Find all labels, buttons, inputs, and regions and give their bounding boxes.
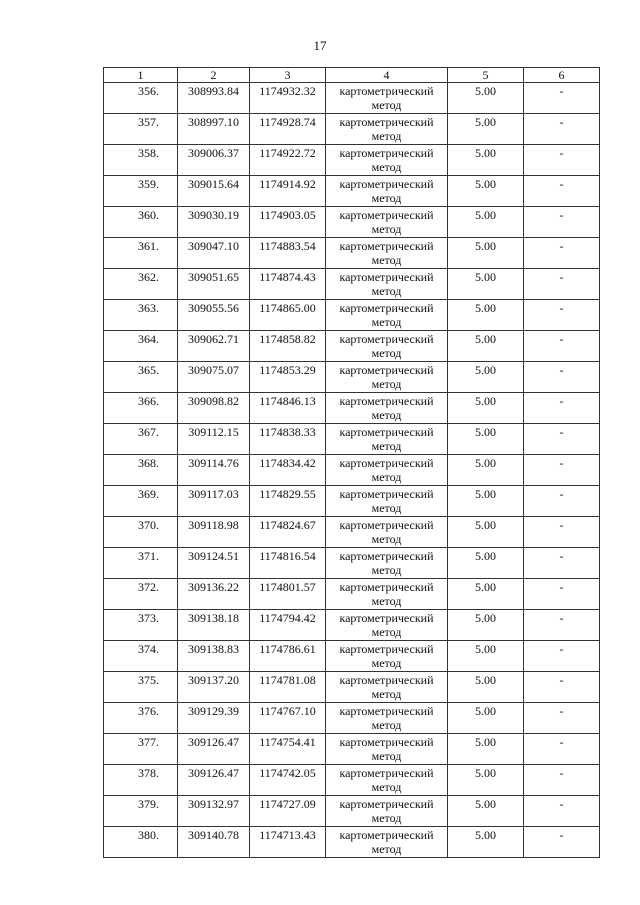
method-line-2: метод bbox=[371, 408, 402, 422]
y-coordinate-cell: 1174824.67 bbox=[250, 517, 326, 548]
method-cell bbox=[326, 176, 448, 207]
method-line-2: метод bbox=[371, 501, 402, 515]
accuracy-cell: 5.00 bbox=[448, 765, 524, 796]
column-header-1: 1 bbox=[104, 68, 178, 83]
accuracy-cell: 5.00 bbox=[448, 486, 524, 517]
table-row bbox=[104, 207, 600, 238]
method-cell bbox=[326, 827, 448, 858]
method-line-2: метод bbox=[371, 718, 402, 732]
x-coordinate-cell: 309030.19 bbox=[178, 207, 250, 238]
point-number-cell: 370. bbox=[104, 517, 178, 548]
table-body bbox=[104, 83, 600, 858]
accuracy-cell: 5.00 bbox=[448, 83, 524, 114]
x-coordinate-cell: 309137.20 bbox=[178, 672, 250, 703]
accuracy-cell: 5.00 bbox=[448, 796, 524, 827]
method-line-1: картометрический bbox=[339, 704, 434, 718]
method-cell bbox=[326, 83, 448, 114]
point-number-cell: 371. bbox=[104, 548, 178, 579]
note-cell: - bbox=[524, 114, 600, 145]
table-row bbox=[104, 734, 600, 765]
method-line-1: картометрический bbox=[339, 394, 434, 408]
method-line-2: метод bbox=[371, 160, 402, 174]
point-number-cell: 360. bbox=[104, 207, 178, 238]
point-number-cell: 376. bbox=[104, 703, 178, 734]
column-header-5: 5 bbox=[448, 68, 524, 83]
accuracy-cell: 5.00 bbox=[448, 269, 524, 300]
point-number-cell: 364. bbox=[104, 331, 178, 362]
note-cell: - bbox=[524, 641, 600, 672]
accuracy-cell: 5.00 bbox=[448, 114, 524, 145]
x-coordinate-cell: 309138.18 bbox=[178, 610, 250, 641]
method-line-2: метод bbox=[371, 284, 402, 298]
accuracy-cell: 5.00 bbox=[448, 145, 524, 176]
method-line-2: метод bbox=[371, 191, 402, 205]
method-cell bbox=[326, 610, 448, 641]
method-cell bbox=[326, 641, 448, 672]
accuracy-cell: 5.00 bbox=[448, 455, 524, 486]
x-coordinate-cell: 309126.47 bbox=[178, 765, 250, 796]
method-cell bbox=[326, 703, 448, 734]
method-cell bbox=[326, 331, 448, 362]
method-line-1: картометрический bbox=[339, 146, 434, 160]
x-coordinate-cell: 309015.64 bbox=[178, 176, 250, 207]
method-cell bbox=[326, 393, 448, 424]
note-cell: - bbox=[524, 672, 600, 703]
method-cell bbox=[326, 269, 448, 300]
note-cell: - bbox=[524, 734, 600, 765]
y-coordinate-cell: 1174928.74 bbox=[250, 114, 326, 145]
x-coordinate-cell: 309047.10 bbox=[178, 238, 250, 269]
method-cell bbox=[326, 486, 448, 517]
x-coordinate-cell: 309136.22 bbox=[178, 579, 250, 610]
note-cell: - bbox=[524, 393, 600, 424]
table-row bbox=[104, 517, 600, 548]
x-coordinate-cell: 309117.03 bbox=[178, 486, 250, 517]
table-row bbox=[104, 703, 600, 734]
y-coordinate-cell: 1174914.92 bbox=[250, 176, 326, 207]
method-cell bbox=[326, 362, 448, 393]
table-row bbox=[104, 827, 600, 858]
y-coordinate-cell: 1174794.42 bbox=[250, 610, 326, 641]
column-header-4: 4 bbox=[326, 68, 448, 83]
y-coordinate-cell: 1174838.33 bbox=[250, 424, 326, 455]
method-line-1: картометрический bbox=[339, 332, 434, 346]
table-row bbox=[104, 765, 600, 796]
method-line-2: метод bbox=[371, 811, 402, 825]
table-row bbox=[104, 114, 600, 145]
y-coordinate-cell: 1174883.54 bbox=[250, 238, 326, 269]
note-cell: - bbox=[524, 827, 600, 858]
table-row bbox=[104, 579, 600, 610]
method-line-2: метод bbox=[371, 470, 402, 484]
table-row bbox=[104, 455, 600, 486]
method-line-1: картометрический bbox=[339, 828, 434, 842]
table-row bbox=[104, 796, 600, 827]
method-line-1: картометрический bbox=[339, 580, 434, 594]
note-cell: - bbox=[524, 424, 600, 455]
point-number-cell: 357. bbox=[104, 114, 178, 145]
y-coordinate-cell: 1174858.82 bbox=[250, 331, 326, 362]
method-cell bbox=[326, 455, 448, 486]
method-cell bbox=[326, 517, 448, 548]
table-header bbox=[104, 68, 600, 83]
method-line-1: картометрический bbox=[339, 115, 434, 129]
method-line-1: картометрический bbox=[339, 239, 434, 253]
method-line-1: картометрический bbox=[339, 177, 434, 191]
accuracy-cell: 5.00 bbox=[448, 238, 524, 269]
y-coordinate-cell: 1174865.00 bbox=[250, 300, 326, 331]
y-coordinate-cell: 1174903.05 bbox=[250, 207, 326, 238]
method-cell bbox=[326, 300, 448, 331]
x-coordinate-cell: 309118.98 bbox=[178, 517, 250, 548]
y-coordinate-cell: 1174932.32 bbox=[250, 83, 326, 114]
point-number-cell: 359. bbox=[104, 176, 178, 207]
method-cell bbox=[326, 207, 448, 238]
method-line-2: метод bbox=[371, 439, 402, 453]
note-cell: - bbox=[524, 610, 600, 641]
note-cell: - bbox=[524, 269, 600, 300]
accuracy-cell: 5.00 bbox=[448, 331, 524, 362]
table-row bbox=[104, 424, 600, 455]
method-line-1: картометрический bbox=[339, 766, 434, 780]
y-coordinate-cell: 1174754.41 bbox=[250, 734, 326, 765]
accuracy-cell: 5.00 bbox=[448, 362, 524, 393]
x-coordinate-cell: 308993.84 bbox=[178, 83, 250, 114]
method-cell bbox=[326, 114, 448, 145]
method-cell bbox=[326, 238, 448, 269]
method-line-2: метод bbox=[371, 656, 402, 670]
x-coordinate-cell: 309098.82 bbox=[178, 393, 250, 424]
method-line-2: метод bbox=[371, 315, 402, 329]
note-cell: - bbox=[524, 83, 600, 114]
method-line-2: метод bbox=[371, 625, 402, 639]
note-cell: - bbox=[524, 548, 600, 579]
x-coordinate-cell: 309124.51 bbox=[178, 548, 250, 579]
method-line-1: картометрический bbox=[339, 611, 434, 625]
y-coordinate-cell: 1174727.09 bbox=[250, 796, 326, 827]
point-number-cell: 369. bbox=[104, 486, 178, 517]
table-row bbox=[104, 362, 600, 393]
method-cell bbox=[326, 796, 448, 827]
x-coordinate-cell: 309051.65 bbox=[178, 269, 250, 300]
point-number-cell: 365. bbox=[104, 362, 178, 393]
y-coordinate-cell: 1174846.13 bbox=[250, 393, 326, 424]
y-coordinate-cell: 1174742.05 bbox=[250, 765, 326, 796]
y-coordinate-cell: 1174829.55 bbox=[250, 486, 326, 517]
x-coordinate-cell: 309075.07 bbox=[178, 362, 250, 393]
method-line-1: картометрический bbox=[339, 518, 434, 532]
method-line-2: метод bbox=[371, 222, 402, 236]
method-line-1: картометрический bbox=[339, 301, 434, 315]
table-row bbox=[104, 393, 600, 424]
coordinates-table bbox=[103, 67, 600, 858]
method-line-2: метод bbox=[371, 842, 402, 856]
note-cell: - bbox=[524, 238, 600, 269]
note-cell: - bbox=[524, 579, 600, 610]
accuracy-cell: 5.00 bbox=[448, 610, 524, 641]
x-coordinate-cell: 309132.97 bbox=[178, 796, 250, 827]
method-line-2: метод bbox=[371, 563, 402, 577]
accuracy-cell: 5.00 bbox=[448, 176, 524, 207]
table-row bbox=[104, 269, 600, 300]
y-coordinate-cell: 1174834.42 bbox=[250, 455, 326, 486]
accuracy-cell: 5.00 bbox=[448, 672, 524, 703]
method-line-2: метод bbox=[371, 346, 402, 360]
x-coordinate-cell: 308997.10 bbox=[178, 114, 250, 145]
method-cell bbox=[326, 672, 448, 703]
table-row bbox=[104, 672, 600, 703]
point-number-cell: 373. bbox=[104, 610, 178, 641]
point-number-cell: 356. bbox=[104, 83, 178, 114]
point-number-cell: 367. bbox=[104, 424, 178, 455]
table-header-row bbox=[104, 68, 600, 83]
y-coordinate-cell: 1174922.72 bbox=[250, 145, 326, 176]
point-number-cell: 372. bbox=[104, 579, 178, 610]
method-line-2: метод bbox=[371, 780, 402, 794]
x-coordinate-cell: 309138.83 bbox=[178, 641, 250, 672]
table-row bbox=[104, 548, 600, 579]
x-coordinate-cell: 309114.76 bbox=[178, 455, 250, 486]
method-cell bbox=[326, 765, 448, 796]
accuracy-cell: 5.00 bbox=[448, 827, 524, 858]
method-line-2: метод bbox=[371, 687, 402, 701]
method-cell bbox=[326, 734, 448, 765]
y-coordinate-cell: 1174853.29 bbox=[250, 362, 326, 393]
x-coordinate-cell: 309062.71 bbox=[178, 331, 250, 362]
y-coordinate-cell: 1174874.43 bbox=[250, 269, 326, 300]
accuracy-cell: 5.00 bbox=[448, 424, 524, 455]
method-line-1: картометрический bbox=[339, 673, 434, 687]
note-cell: - bbox=[524, 362, 600, 393]
accuracy-cell: 5.00 bbox=[448, 517, 524, 548]
point-number-cell: 366. bbox=[104, 393, 178, 424]
column-header-6: 6 bbox=[524, 68, 600, 83]
point-number-cell: 378. bbox=[104, 765, 178, 796]
note-cell: - bbox=[524, 300, 600, 331]
method-cell bbox=[326, 579, 448, 610]
method-line-1: картометрический bbox=[339, 642, 434, 656]
x-coordinate-cell: 309112.15 bbox=[178, 424, 250, 455]
y-coordinate-cell: 1174801.57 bbox=[250, 579, 326, 610]
y-coordinate-cell: 1174781.08 bbox=[250, 672, 326, 703]
note-cell: - bbox=[524, 703, 600, 734]
method-line-1: картометрический bbox=[339, 735, 434, 749]
method-line-1: картометрический bbox=[339, 270, 434, 284]
method-line-2: метод bbox=[371, 594, 402, 608]
column-header-2: 2 bbox=[178, 68, 250, 83]
point-number-cell: 362. bbox=[104, 269, 178, 300]
y-coordinate-cell: 1174767.10 bbox=[250, 703, 326, 734]
note-cell: - bbox=[524, 176, 600, 207]
note-cell: - bbox=[524, 455, 600, 486]
table-row bbox=[104, 300, 600, 331]
method-line-1: картометрический bbox=[339, 84, 434, 98]
method-line-2: метод bbox=[371, 749, 402, 763]
x-coordinate-cell: 309126.47 bbox=[178, 734, 250, 765]
note-cell: - bbox=[524, 145, 600, 176]
note-cell: - bbox=[524, 517, 600, 548]
x-coordinate-cell: 309055.56 bbox=[178, 300, 250, 331]
method-line-2: метод bbox=[371, 377, 402, 391]
x-coordinate-cell: 309006.37 bbox=[178, 145, 250, 176]
point-number-cell: 375. bbox=[104, 672, 178, 703]
point-number-cell: 377. bbox=[104, 734, 178, 765]
accuracy-cell: 5.00 bbox=[448, 393, 524, 424]
note-cell: - bbox=[524, 331, 600, 362]
accuracy-cell: 5.00 bbox=[448, 207, 524, 238]
accuracy-cell: 5.00 bbox=[448, 734, 524, 765]
y-coordinate-cell: 1174786.61 bbox=[250, 641, 326, 672]
note-cell: - bbox=[524, 486, 600, 517]
note-cell: - bbox=[524, 796, 600, 827]
point-number-cell: 363. bbox=[104, 300, 178, 331]
note-cell: - bbox=[524, 765, 600, 796]
column-header-3: 3 bbox=[250, 68, 326, 83]
point-number-cell: 361. bbox=[104, 238, 178, 269]
method-line-1: картометрический bbox=[339, 797, 434, 811]
method-line-2: метод bbox=[371, 98, 402, 112]
table-row bbox=[104, 610, 600, 641]
method-cell bbox=[326, 424, 448, 455]
method-line-2: метод bbox=[371, 129, 402, 143]
method-cell bbox=[326, 145, 448, 176]
accuracy-cell: 5.00 bbox=[448, 548, 524, 579]
method-line-1: картометрический bbox=[339, 363, 434, 377]
point-number-cell: 379. bbox=[104, 796, 178, 827]
x-coordinate-cell: 309140.78 bbox=[178, 827, 250, 858]
point-number-cell: 368. bbox=[104, 455, 178, 486]
y-coordinate-cell: 1174816.54 bbox=[250, 548, 326, 579]
table-row bbox=[104, 641, 600, 672]
table-row bbox=[104, 176, 600, 207]
table-row bbox=[104, 238, 600, 269]
note-cell: - bbox=[524, 207, 600, 238]
method-line-1: картометрический bbox=[339, 487, 434, 501]
method-line-1: картометрический bbox=[339, 425, 434, 439]
point-number-cell: 380. bbox=[104, 827, 178, 858]
table-row bbox=[104, 145, 600, 176]
method-line-1: картометрический bbox=[339, 456, 434, 470]
accuracy-cell: 5.00 bbox=[448, 579, 524, 610]
x-coordinate-cell: 309129.39 bbox=[178, 703, 250, 734]
method-cell bbox=[326, 548, 448, 579]
accuracy-cell: 5.00 bbox=[448, 703, 524, 734]
accuracy-cell: 5.00 bbox=[448, 300, 524, 331]
point-number-cell: 358. bbox=[104, 145, 178, 176]
table-row bbox=[104, 331, 600, 362]
accuracy-cell: 5.00 bbox=[448, 641, 524, 672]
y-coordinate-cell: 1174713.43 bbox=[250, 827, 326, 858]
method-line-1: картометрический bbox=[339, 549, 434, 563]
table-row bbox=[104, 486, 600, 517]
method-line-2: метод bbox=[371, 532, 402, 546]
method-line-2: метод bbox=[371, 253, 402, 267]
page-number: 17 bbox=[313, 38, 327, 53]
method-line-1: картометрический bbox=[339, 208, 434, 222]
point-number-cell: 374. bbox=[104, 641, 178, 672]
table-row bbox=[104, 83, 600, 114]
